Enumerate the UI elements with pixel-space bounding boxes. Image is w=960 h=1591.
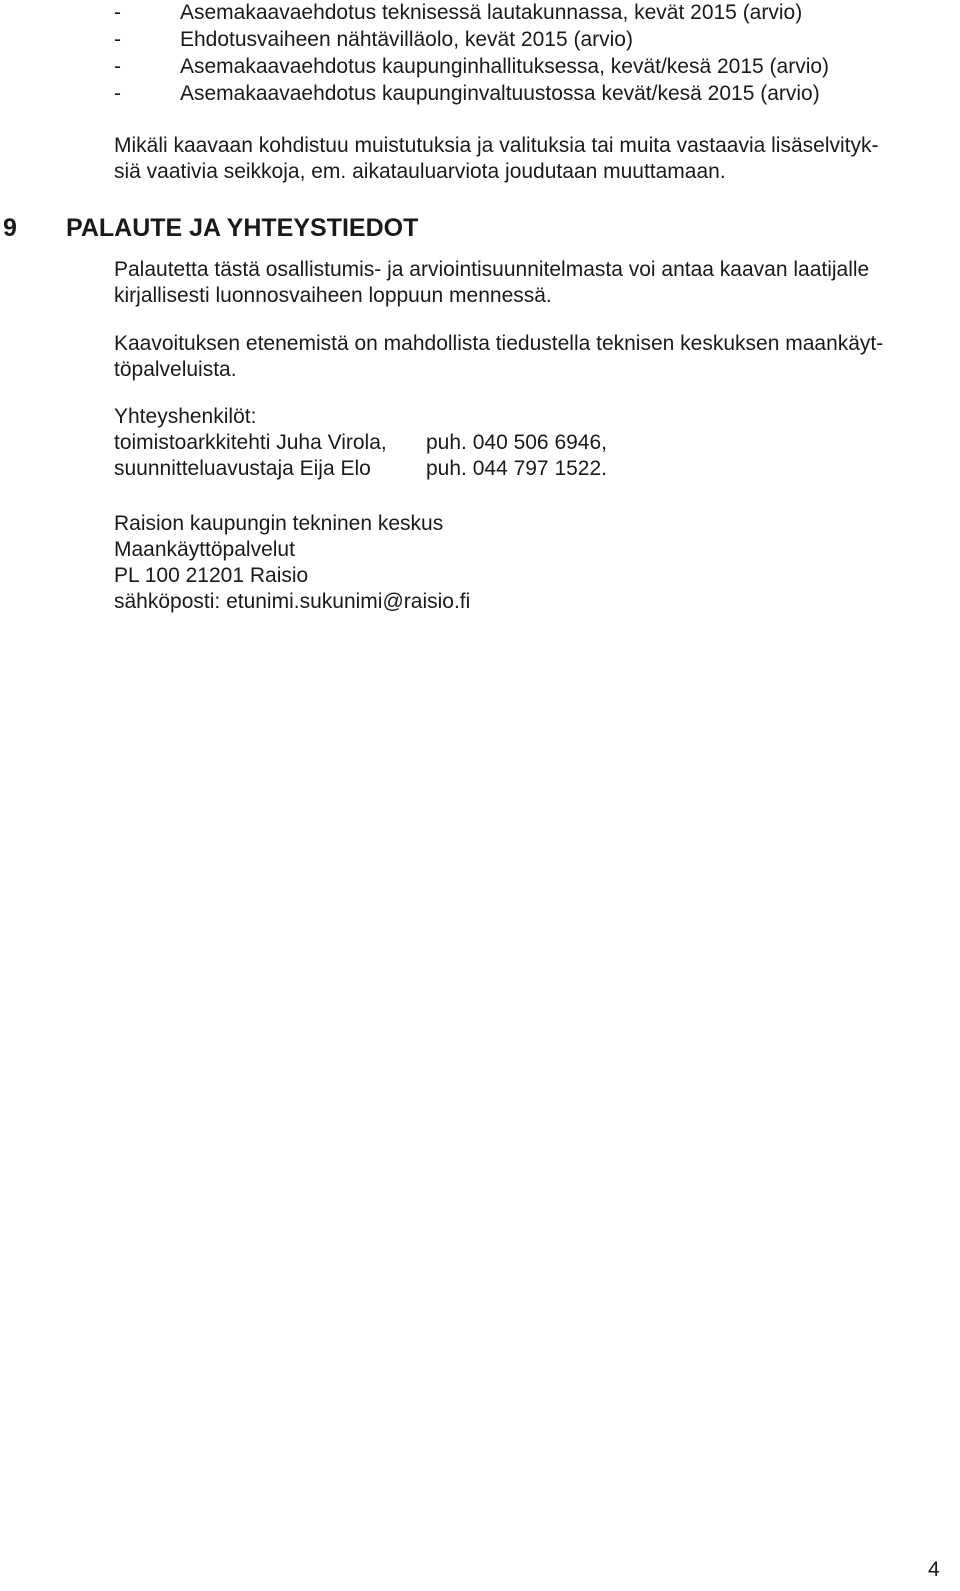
paragraph-line: siä vaativia seikkoja, em. aikatauluarviota joudutaan muuttamaan.	[114, 160, 726, 183]
address-block	[114, 511, 470, 615]
schedule-item	[114, 28, 914, 55]
paragraph-line: kirjallisesti luonnosvaiheen loppuun mennessä.	[114, 284, 552, 307]
paragraph-line: Mikäli kaavaan kohdistuu muistutuksia ja valituksia tai muita vastaavia lisäselvityk-	[114, 134, 879, 157]
feedback-paragraph	[114, 257, 944, 309]
schedule-item	[114, 55, 914, 82]
address-postal: PL 100 21201 Raisio	[114, 564, 309, 587]
schedule-item-text: Asemakaavaehdotus kaupunginvaltuustossa kevät/kesä 2015 (arvio)	[180, 82, 820, 105]
contact-person	[114, 430, 944, 456]
paragraph-line: Kaavoituksen etenemistä on mahdollista tiedustella teknisen keskuksen maankäyt-	[114, 332, 884, 355]
page-number: 4	[928, 1558, 940, 1581]
contact-role: toimistoarkkitehti Juha Virola,	[114, 431, 387, 454]
list-dash: -	[114, 55, 121, 78]
list-dash: -	[114, 82, 121, 105]
schedule-item-text: Asemakaavaehdotus teknisessä lautakunnassa, kevät 2015 (arvio)	[180, 1, 803, 24]
schedule-item	[114, 82, 914, 109]
paragraph-line: töpalveluista.	[114, 358, 237, 381]
contact-person	[114, 456, 944, 482]
list-dash: -	[114, 28, 121, 51]
schedule-item-text: Asemakaavaehdotus kaupunginhallituksessa, kevät/kesä 2015 (arvio)	[180, 55, 830, 78]
contact-block	[114, 404, 944, 482]
contact-role: suunnitteluavustaja Eija Elo	[114, 457, 371, 480]
schedule-item-text: Ehdotusvaiheen nähtävilläolo, kevät 2015 (arvio)	[180, 28, 633, 51]
section-number: 9	[3, 214, 17, 242]
progress-paragraph	[114, 331, 944, 383]
contacts-label: Yhteyshenkilöt:	[114, 405, 257, 428]
list-dash: -	[114, 1, 121, 24]
address-department: Maankäyttöpalvelut	[114, 538, 295, 561]
address-organization: Raision kaupungin tekninen keskus	[114, 512, 444, 535]
contact-phone: puh. 040 506 6946,	[426, 431, 608, 454]
section-title: PALAUTE JA YHTEYSTIEDOT	[66, 214, 419, 242]
contact-phone: puh. 044 797 1522.	[426, 457, 608, 480]
schedule-item	[114, 1, 914, 28]
schedule-list	[114, 1, 914, 109]
schedule-note-paragraph	[114, 133, 944, 185]
paragraph-line: Palautetta tästä osallistumis- ja arviointisuunnitelmasta voi antaa kaavan laatijalle	[114, 258, 870, 281]
address-email: sähköposti: etunimi.sukunimi@raisio.fi	[114, 590, 471, 613]
